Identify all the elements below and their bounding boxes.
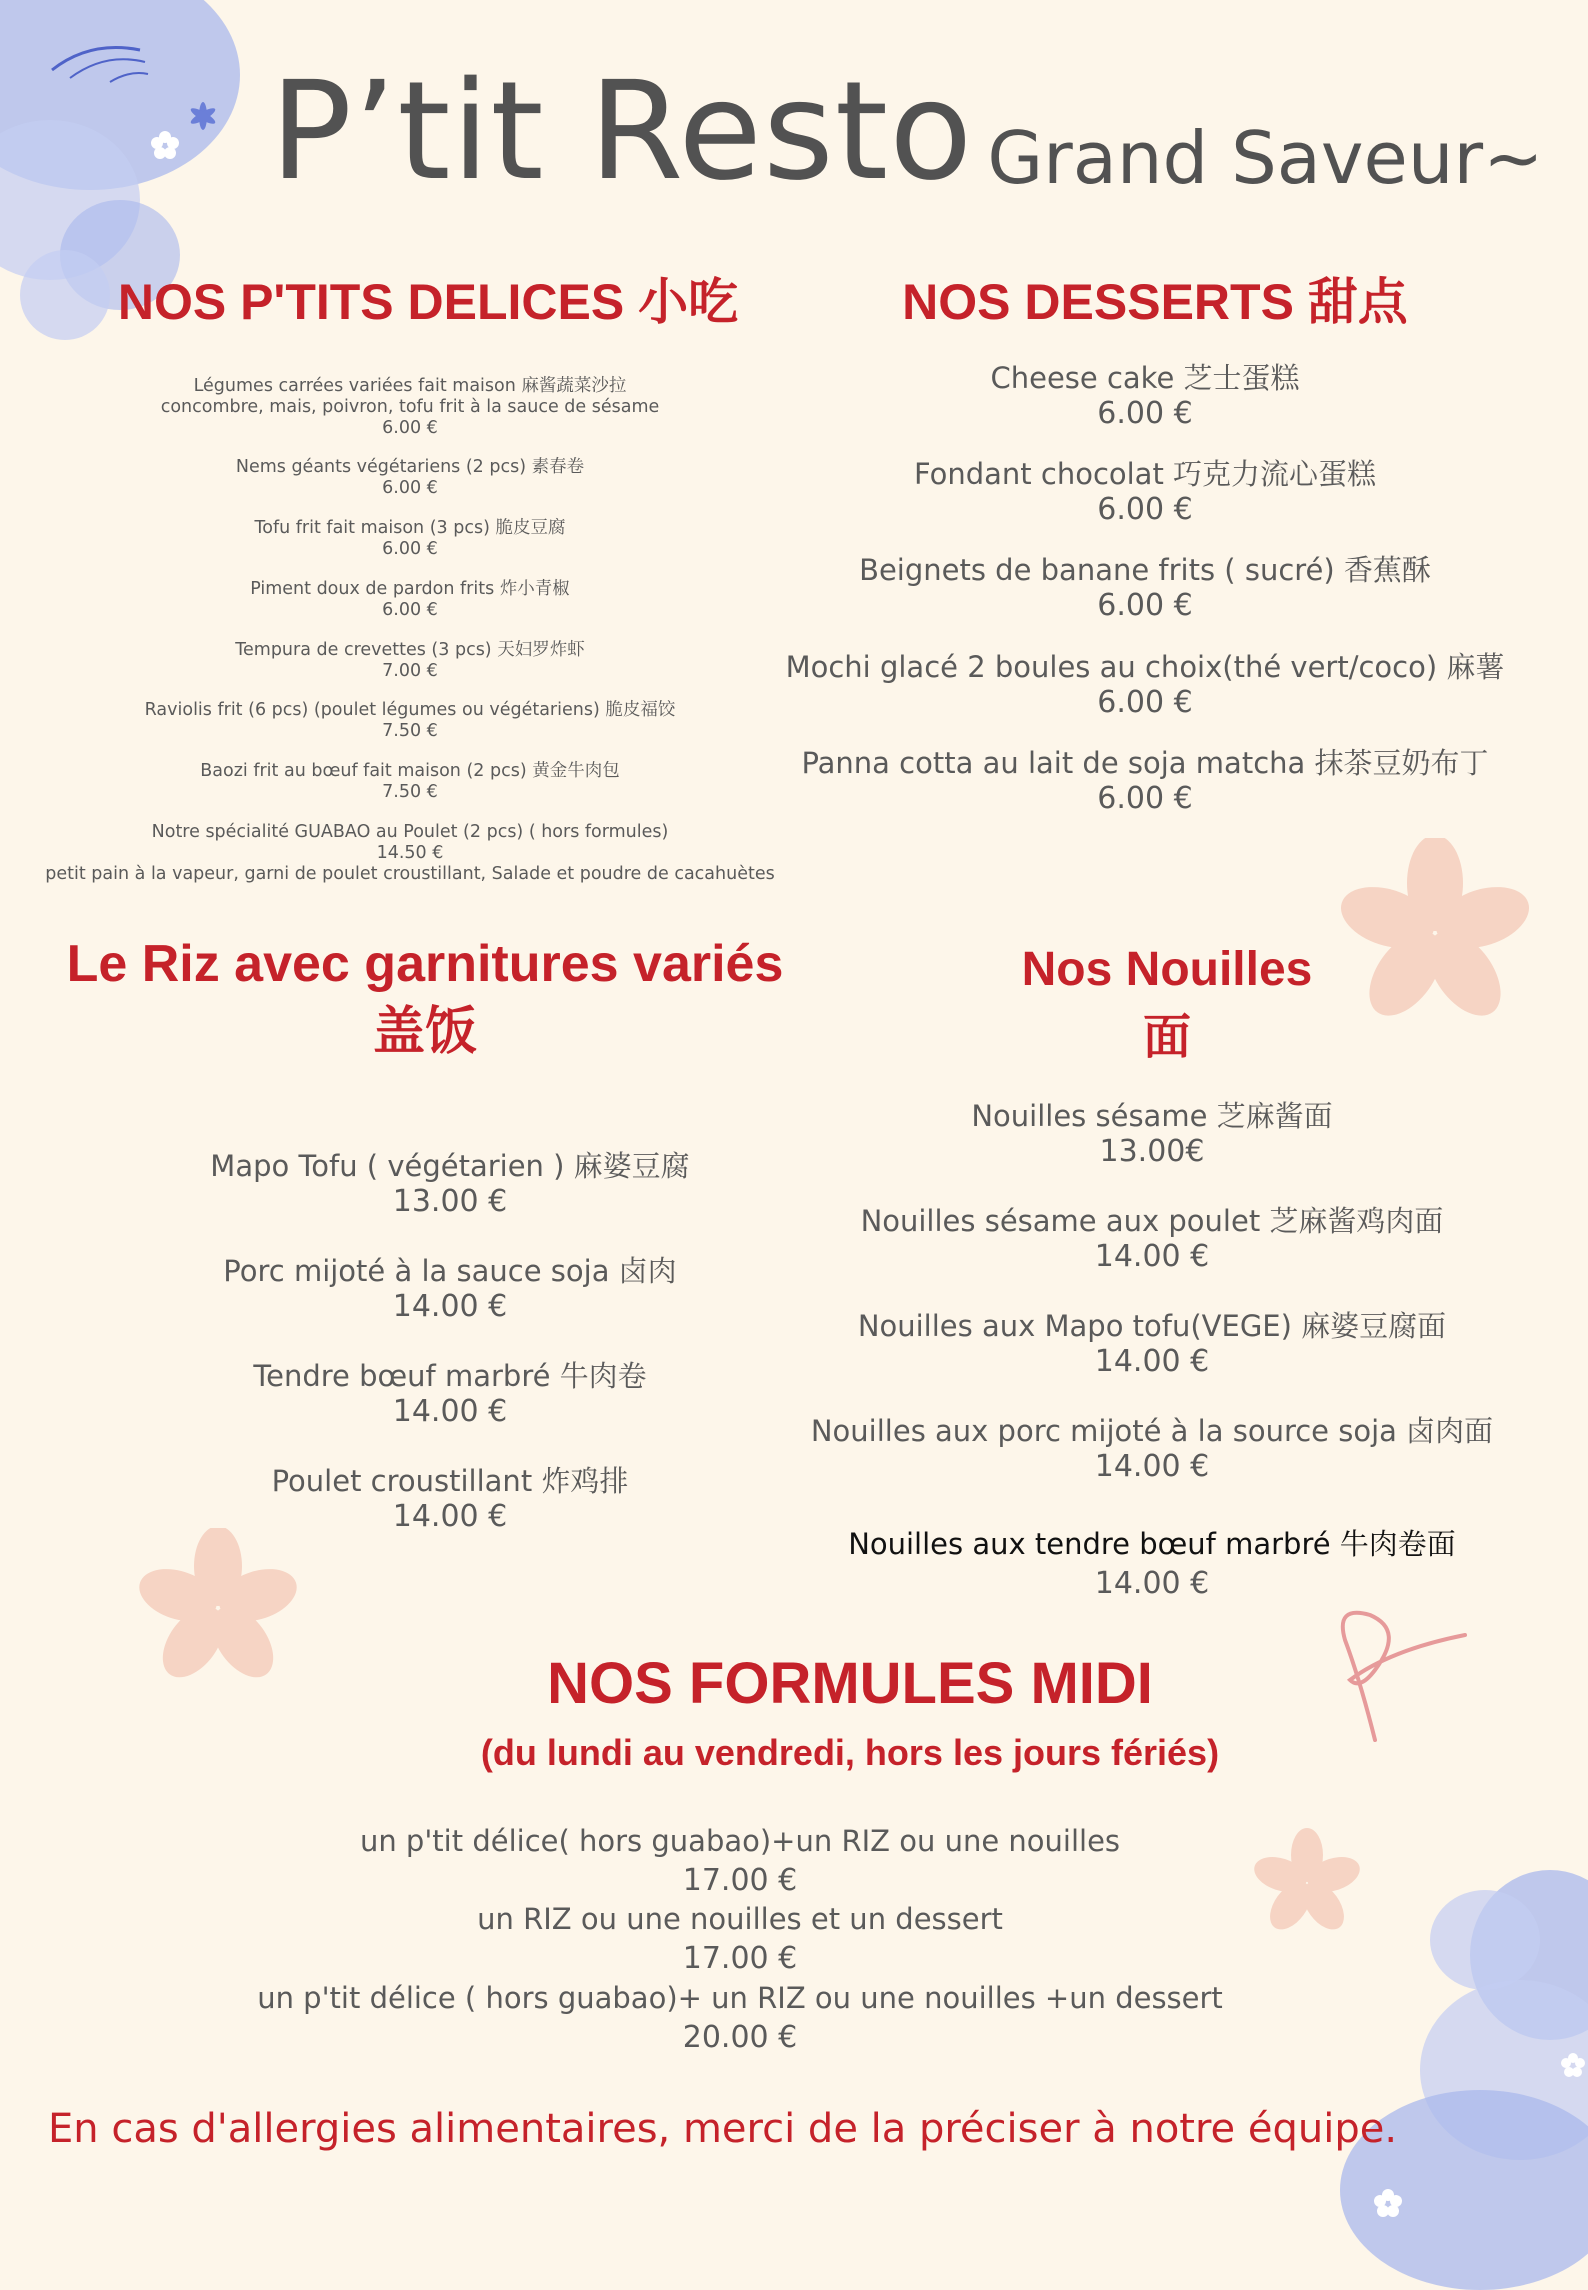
- list-item: Poulet croustillant 炸鸡排 14.00 €: [271, 1464, 629, 1534]
- nouilles-title: [867, 936, 1467, 1072]
- list-item: Tendre bœuf marbré 牛肉卷 14.00 €: [253, 1359, 647, 1429]
- list-item: Raviolis frit (6 pcs) (poulet légumes ou végétariens) 脆皮福饺 7.50 €: [144, 700, 676, 741]
- list-item: Cheese cake 芝士蛋糕 6.00 €: [990, 361, 1300, 431]
- nouilles-title-line1: Nos Nouilles: [1021, 943, 1313, 996]
- nouilles-title-line2: 面: [1142, 1011, 1191, 1064]
- list-item: Nouilles aux porc mijoté à la source soja 卤肉面 14.00 €: [810, 1414, 1494, 1484]
- list-item: Panna cotta au lait de soja matcha 抹茶豆奶布丁 6.00 €: [801, 746, 1489, 816]
- list-item: un p'tit délice ( hors guabao)+ un RIZ ou une nouilles +un dessert 20.00 €: [257, 1981, 1223, 2055]
- list-item: Nouilles aux tendre bœuf marbré 牛肉卷面 14.00 €: [848, 1527, 1456, 1601]
- list-item: Beignets de banane frits ( sucré) 香蕉酥 6.00 €: [859, 553, 1431, 623]
- list-item: Nouilles sésame aux poulet 芝麻酱鸡肉面 14.00 €: [860, 1204, 1444, 1274]
- list-item: Tofu frit fait maison (3 pcs) 脆皮豆腐 6.00 €: [254, 518, 566, 559]
- white-flower-icon: [1558, 2050, 1588, 2080]
- brand-header: [270, 30, 1544, 211]
- riz-title: [20, 930, 830, 1066]
- star-flower-icon: [185, 98, 221, 134]
- list-item: Mapo Tofu ( végétarien ) 麻婆豆腐 13.00 €: [210, 1149, 690, 1219]
- white-flower-icon: [1370, 2185, 1406, 2221]
- white-flower-icon: [148, 128, 182, 162]
- formules-title: NOS FORMULES MIDI: [547, 1651, 1153, 1716]
- delices-title: NOS P'TITS DELICES 小吃: [117, 274, 739, 330]
- brush-stroke-icon: [50, 40, 150, 90]
- pink-ribbon-icon: [1330, 1600, 1480, 1750]
- allergy-note: En cas d'allergies alimentaires, merci de la préciser à notre équipe.: [48, 2106, 1398, 2152]
- list-item: un p'tit délice( hors guabao)+un RIZ ou une nouilles 17.00 €: [359, 1824, 1121, 1898]
- list-item: Légumes carrées variées fait maison 麻酱蔬菜沙拉 concombre, mais, poivron, tofu frit à la sauce de sésame 6.00 €: [160, 376, 660, 438]
- brand-tagline: Grand Saveur~: [987, 116, 1544, 200]
- list-item: Nouilles sésame 芝麻酱面 13.00€: [971, 1099, 1333, 1169]
- desserts-title: NOS DESSERTS 甜点: [902, 274, 1408, 330]
- list-item: Porc mijoté à la sauce soja 卤肉 14.00 €: [223, 1254, 677, 1324]
- list-item: Nouilles aux Mapo tofu(VEGE) 麻婆豆腐面 14.00 €: [857, 1309, 1447, 1379]
- brand-name: P’tit Resto: [270, 53, 974, 211]
- list-item: Tempura de crevettes (3 pcs) 天妇罗炸虾 7.00 €: [235, 640, 585, 681]
- list-item: Notre spécialité GUABAO au Poulet (2 pcs) ( hors formules) 14.50 € petit pain à la vapeur, garni de poulet croustillant, Salade et poudre de cacahuètes: [45, 822, 775, 884]
- pink-flower-icon: [128, 1528, 308, 1688]
- formules-subtitle: (du lundi au vendredi, hors les jours fériés): [480, 1732, 1220, 1773]
- riz-title-line2: 盖饭: [372, 1003, 477, 1061]
- list-item: Baozi frit au bœuf fait maison (2 pcs) 黄金牛肉包 7.50 €: [200, 761, 620, 802]
- list-item: Fondant chocolat 巧克力流心蛋糕 6.00 €: [913, 457, 1377, 527]
- list-item: Mochi glacé 2 boules au choix(thé vert/coco) 麻薯 6.00 €: [785, 650, 1505, 720]
- list-item: Nems géants végétariens (2 pcs) 素春卷 6.00 €: [235, 457, 585, 498]
- riz-title-line1: Le Riz avec garnitures variés: [66, 935, 784, 993]
- list-item: un RIZ ou une nouilles et un dessert 17.00 €: [477, 1902, 1003, 1976]
- list-item: Piment doux de pardon frits 炸小青椒 6.00 €: [250, 579, 570, 620]
